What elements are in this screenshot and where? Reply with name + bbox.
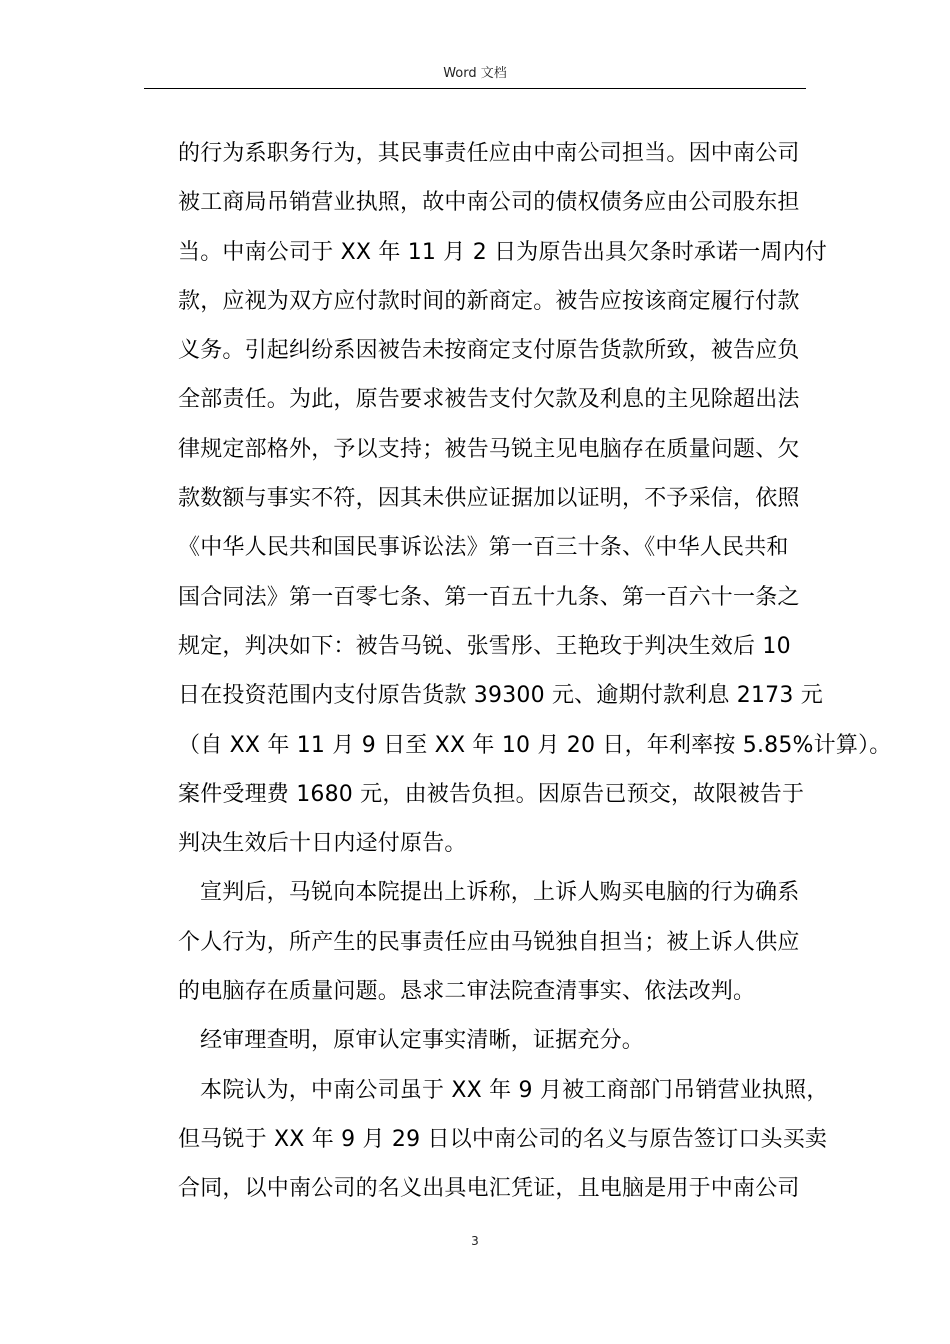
text-line: 《中华人民共和国民事诉讼法》第一百三十条、《中华人民共和 [178, 535, 789, 561]
text-line: （自 XX 年 11 月 9 日至 XX 年 10 月 20 日，年利率按 5.85%计算）。 [178, 732, 892, 758]
text-line: 款数额与事实不符，因其未供应证据加以证明，不予采信，依照 [178, 486, 800, 512]
text-line: 案件受理费 1680 元，由被告负担。因原告已预交，故限被告于 [178, 781, 805, 807]
paragraph-start-line: 经审理查明，原审认定事实清晰，证据充分。 [200, 1028, 645, 1054]
text-line: 当。中南公司于 XX 年 11 月 2 日为原告出具欠条时承诺一周内付 [178, 239, 828, 265]
document-body [178, 129, 892, 1214]
paragraph-start-line: 宣判后，马锐向本院提出上诉称，上诉人购买电脑的行为确系 [200, 880, 800, 906]
text-line: 律规定部格外，予以支持；被告马锐主见电脑存在质量问题、欠 [178, 436, 800, 462]
text-line: 全部责任。为此，原告要求被告支付欠款及利息的主见除超出法 [178, 387, 800, 413]
header-rule [144, 88, 806, 89]
text-line: 日在投资范围内支付原告货款 39300 元、逾期付款利息 2173 元 [178, 683, 823, 709]
text-line: 合同，以中南公司的名义出具电汇凭证，且电脑是用于中南公司 [178, 1176, 800, 1202]
page-number: 3 [471, 1234, 479, 1248]
text-line: 个人行为，所产生的民事责任应由马锐独自担当；被上诉人供应 [178, 929, 800, 955]
text-line: 但马锐于 XX 年 9 月 29 日以中南公司的名义与原告签订口头买卖 [178, 1126, 828, 1152]
text-line: 的电脑存在质量问题。恳求二审法院查清事实、依法改判。 [178, 979, 756, 1005]
text-line: 义务。引起纠纷系因被告未按商定支付原告货款所致，被告应负 [178, 338, 800, 364]
text-line: 国合同法》第一百零七条、第一百五十九条、第一百六十一条之 [178, 584, 800, 610]
page-header: Word 文档 [443, 66, 507, 81]
paragraph-start-line: 本院认为，中南公司虽于 XX 年 9 月被工商部门吊销营业执照， [200, 1077, 829, 1103]
text-line: 被工商局吊销营业执照，故中南公司的债权债务应由公司股东担 [178, 190, 800, 216]
text-line: 判决生效后十日内迳付原告。 [178, 831, 467, 857]
text-line: 规定，判决如下：被告马锐、张雪彤、王艳玫于判决生效后 10 [178, 633, 791, 659]
text-line: 的行为系职务行为，其民事责任应由中南公司担当。因中南公司 [178, 141, 800, 166]
text-line: 款，应视为双方应付款时间的新商定。被告应按该商定履行付款 [178, 288, 800, 314]
